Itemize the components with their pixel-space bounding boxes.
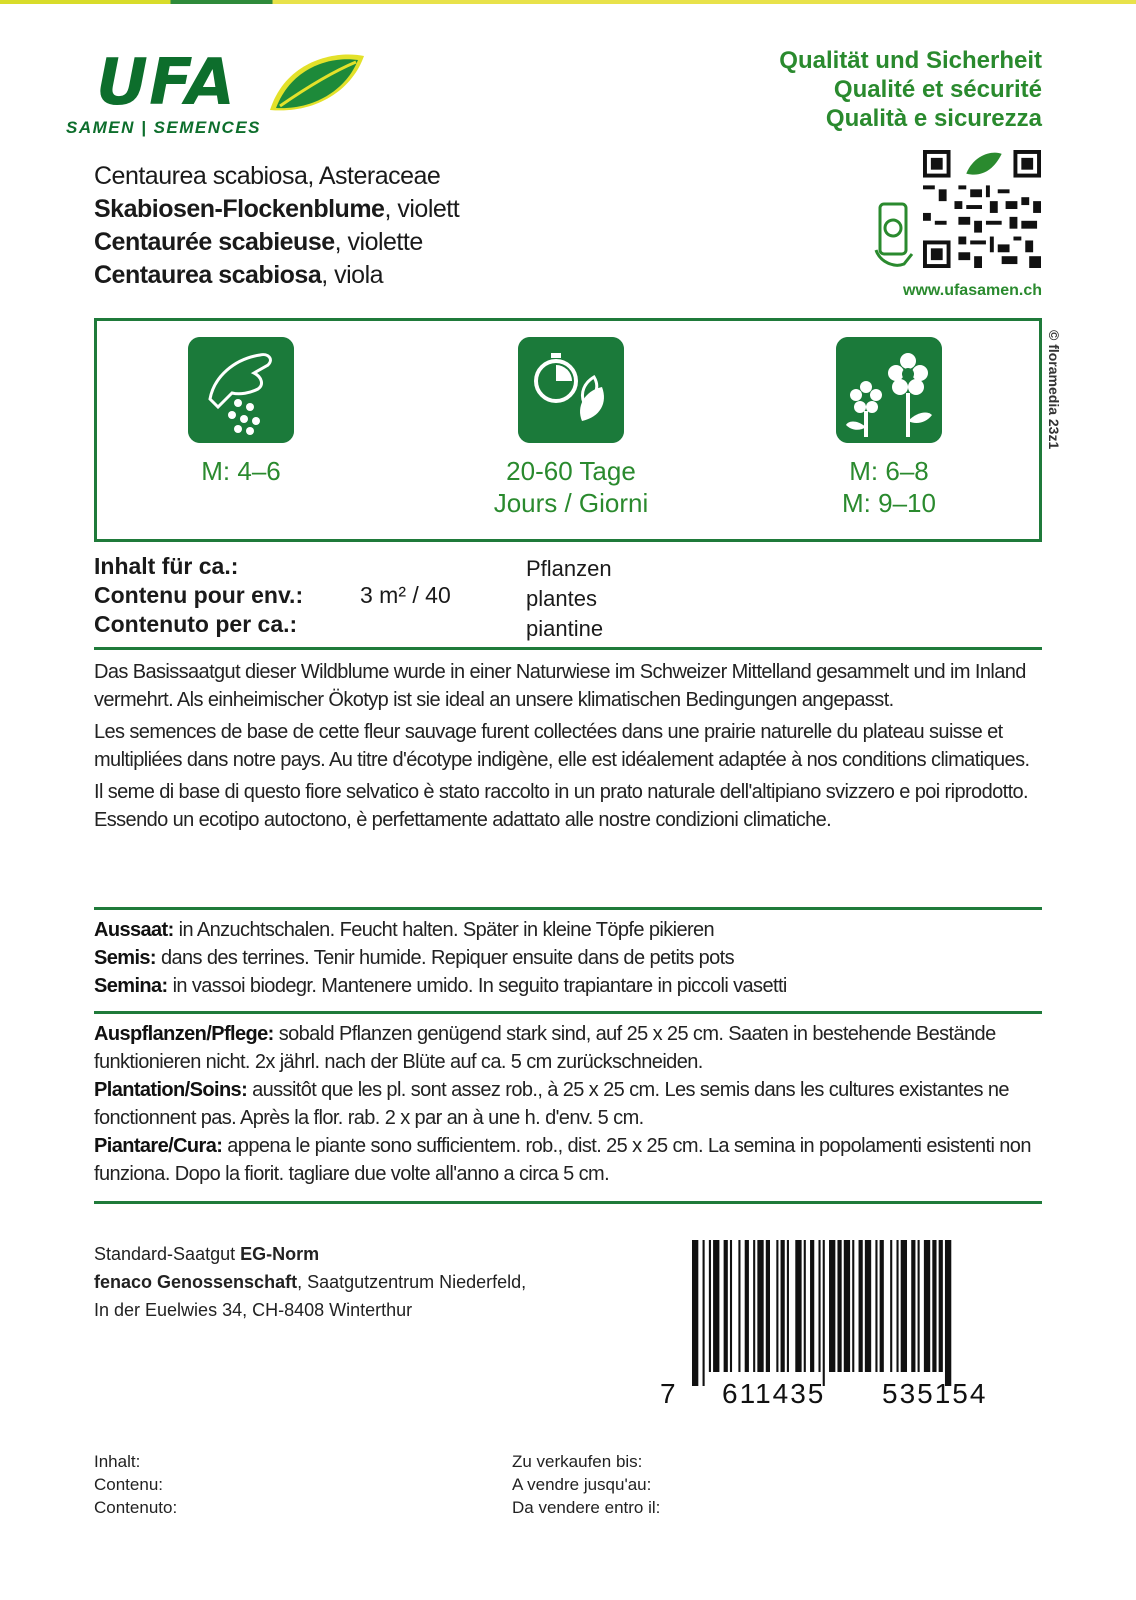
cultivation-info-box bbox=[94, 318, 1042, 542]
barcode-right-digits: 535154 bbox=[882, 1378, 988, 1409]
contents-labels: Inhalt für ca.: Contenu pour env.: Contenuto per ca.: bbox=[94, 553, 304, 637]
website-link[interactable]: www.ufasamen.ch bbox=[903, 282, 1042, 299]
barcode-bar bbox=[724, 1240, 728, 1372]
care-de: Auspflanzen/Pflege: sobald Pflanzen genügend stark sind, auf 25 x 25 cm. Saaten in bestehende Bestände funktionieren nicht. 2x jährl. nach der Blüte auf ca. 5 cm zurückschneiden. bbox=[94, 1023, 996, 1073]
germination-days-fr-it: Jours / Giorni bbox=[493, 488, 649, 518]
barcode-bar bbox=[852, 1240, 854, 1372]
barcode-bar bbox=[844, 1240, 850, 1372]
barcode-bar bbox=[753, 1240, 755, 1372]
description-it: Il seme di base di questo fiore selvatico è stato raccolto in un prato naturale dell'altipiano svizzero e poi riprodotto. Essendo un ecotipo autoctono, è perfettamente adattato alle nostre condizioni climatiche. bbox=[94, 781, 1029, 831]
quality-statement bbox=[779, 46, 1042, 133]
quality-line-de: Qualität und Sicherheit bbox=[779, 47, 1042, 74]
barcode-bar bbox=[924, 1240, 930, 1372]
barcode-bar bbox=[880, 1240, 884, 1372]
logo-wordmark: UFA bbox=[96, 46, 236, 120]
barcode-bar bbox=[787, 1240, 789, 1372]
barcode-bar bbox=[781, 1240, 785, 1372]
sowing-de: Aussaat: in Anzuchtschalen. Feucht halten. Später in kleine Töpfe pikieren bbox=[94, 919, 715, 941]
germination-block bbox=[471, 337, 671, 519]
logo-subtitle: SAMEN | SEMENCES bbox=[66, 118, 262, 137]
barcode-bar bbox=[837, 1240, 841, 1372]
sowing-it: Semina: in vassoi biodegr. Mantenere umido. In seguito trapiantare in piccoli vasetti bbox=[94, 975, 787, 997]
barcode-bar bbox=[932, 1240, 936, 1372]
barcode-bar bbox=[918, 1240, 920, 1372]
top-color-strip bbox=[0, 0, 1136, 4]
care-fr: Plantation/Soins: aussitôt que les pl. sont assez rob., à 25 x 25 cm. Les semis dans les cultures existantes ne fonctionnent pas. Après la flor. rab. 2 x par an à une h. d'env. 5 cm. bbox=[94, 1079, 1009, 1129]
quality-line-fr: Qualité et sécurité bbox=[833, 76, 1042, 103]
barcode-bar bbox=[823, 1240, 825, 1386]
barcode-bar bbox=[745, 1240, 749, 1372]
sell-by-field: Zu verkaufen bis: A vendre jusqu'au: Da vendere entro il: bbox=[512, 1452, 661, 1517]
barcode-bar bbox=[738, 1240, 740, 1372]
barcode-bar bbox=[730, 1240, 732, 1372]
ean-barcode bbox=[690, 1240, 1030, 1386]
species-name-fr: Centaurée scabieuse, violette bbox=[94, 228, 423, 256]
barcode-first-digit: 7 bbox=[660, 1378, 676, 1409]
care-section bbox=[94, 1020, 1042, 1204]
species-names bbox=[94, 160, 459, 292]
sowing-section bbox=[94, 916, 1042, 1014]
barcode-bar bbox=[945, 1240, 951, 1386]
company-name: fenaco Genossenschaft, Saatgutzentrum Niederfeld, bbox=[94, 1272, 527, 1292]
germination-days: 20-60 Tage bbox=[506, 456, 636, 486]
contents-units: Pflanzen plantes piantine bbox=[526, 556, 612, 641]
barcode-bar bbox=[692, 1240, 698, 1386]
germination-timer-icon bbox=[518, 337, 624, 443]
flowers-icon bbox=[836, 337, 942, 443]
barcode-number bbox=[660, 1378, 1040, 1412]
barcode-bar bbox=[875, 1240, 877, 1372]
barcode-bar bbox=[810, 1240, 814, 1372]
barcode-bar bbox=[766, 1240, 770, 1372]
barcode-bar bbox=[709, 1240, 711, 1372]
smartphone-icon bbox=[874, 200, 916, 270]
quality-line-it: Qualità e sicurezza bbox=[825, 105, 1042, 132]
barcode-bar bbox=[865, 1240, 871, 1372]
sowing-fr: Semis: dans des terrines. Tenir humide. Repiquer ensuite dans de petits pots bbox=[94, 947, 735, 969]
description-fr: Les semences de base de cette fleur sauvage furent collectées dans une prairie naturelle du plateau suisse et multipliées dans notre pays. Au titre d'écotype indigène, elle est idéalement adaptée à nos conditions climatiques. bbox=[94, 721, 1030, 771]
contents-quantity: 3 m² / 40 bbox=[360, 582, 451, 608]
flowering-months-2: M: 9–10 bbox=[842, 488, 936, 518]
description-de: Das Basissaatgut dieser Wildblume wurde in einer Naturwiese im Schweizer Mittelland gesammelt und im Inland vermehrt. Als einheimischer Ökotyp ist sie ideal an unsere klimatischen Bedingungen angepasst. bbox=[94, 661, 1026, 711]
barcode-left-digits: 611435 bbox=[722, 1378, 826, 1409]
producer-info bbox=[94, 1240, 526, 1324]
net-content-field: Inhalt: Contenu: Contenuto: bbox=[94, 1452, 178, 1517]
qr-code bbox=[922, 150, 1042, 268]
barcode-bar bbox=[776, 1240, 778, 1372]
flowering-months-1: M: 6–8 bbox=[849, 456, 929, 486]
barcode-bar bbox=[901, 1240, 907, 1372]
sowing-time-block bbox=[141, 337, 341, 487]
species-name-it: Centaurea scabiosa, viola bbox=[94, 261, 384, 289]
flowering-block bbox=[789, 337, 989, 519]
barcode-bar bbox=[939, 1240, 943, 1372]
barcode-bar bbox=[890, 1240, 892, 1372]
contents-section bbox=[94, 552, 1042, 650]
barcode-bar bbox=[859, 1240, 863, 1372]
care-it: Piantare/Cura: appena le piante sono sufficientem. rob., dist. 25 x 25 cm. La semina in popolamenti esistenti non funziona. Dopo la fiorit. tagliare due volte all'anno a circa 5 cm. bbox=[94, 1135, 1031, 1185]
barcode-bar bbox=[795, 1240, 801, 1372]
barcode-bar bbox=[713, 1240, 719, 1372]
barcode-bar bbox=[804, 1240, 806, 1372]
leaf-icon bbox=[266, 50, 366, 114]
barcode-bar bbox=[829, 1240, 835, 1372]
species-name-de: Skabiosen-Flockenblume, violett bbox=[94, 195, 460, 223]
description-section bbox=[94, 658, 1042, 910]
sowing-hand-icon bbox=[188, 337, 294, 443]
barcode-bar bbox=[896, 1240, 898, 1372]
barcode-bar bbox=[911, 1240, 915, 1372]
barcode-bar bbox=[703, 1240, 705, 1386]
latin-name: Centaurea scabiosa, Asteraceae bbox=[94, 162, 441, 190]
floramedia-credit: © floramedia 23z1 bbox=[1046, 330, 1062, 450]
seed-standard: Standard-Saatgut EG-Norm bbox=[94, 1244, 320, 1264]
barcode-bar bbox=[757, 1240, 763, 1372]
sowing-months: M: 4–6 bbox=[201, 456, 281, 486]
company-address: In der Euelwies 34, CH-8408 Winterthur bbox=[94, 1300, 413, 1320]
barcode-bar bbox=[818, 1240, 820, 1372]
ufa-logo bbox=[66, 46, 366, 146]
